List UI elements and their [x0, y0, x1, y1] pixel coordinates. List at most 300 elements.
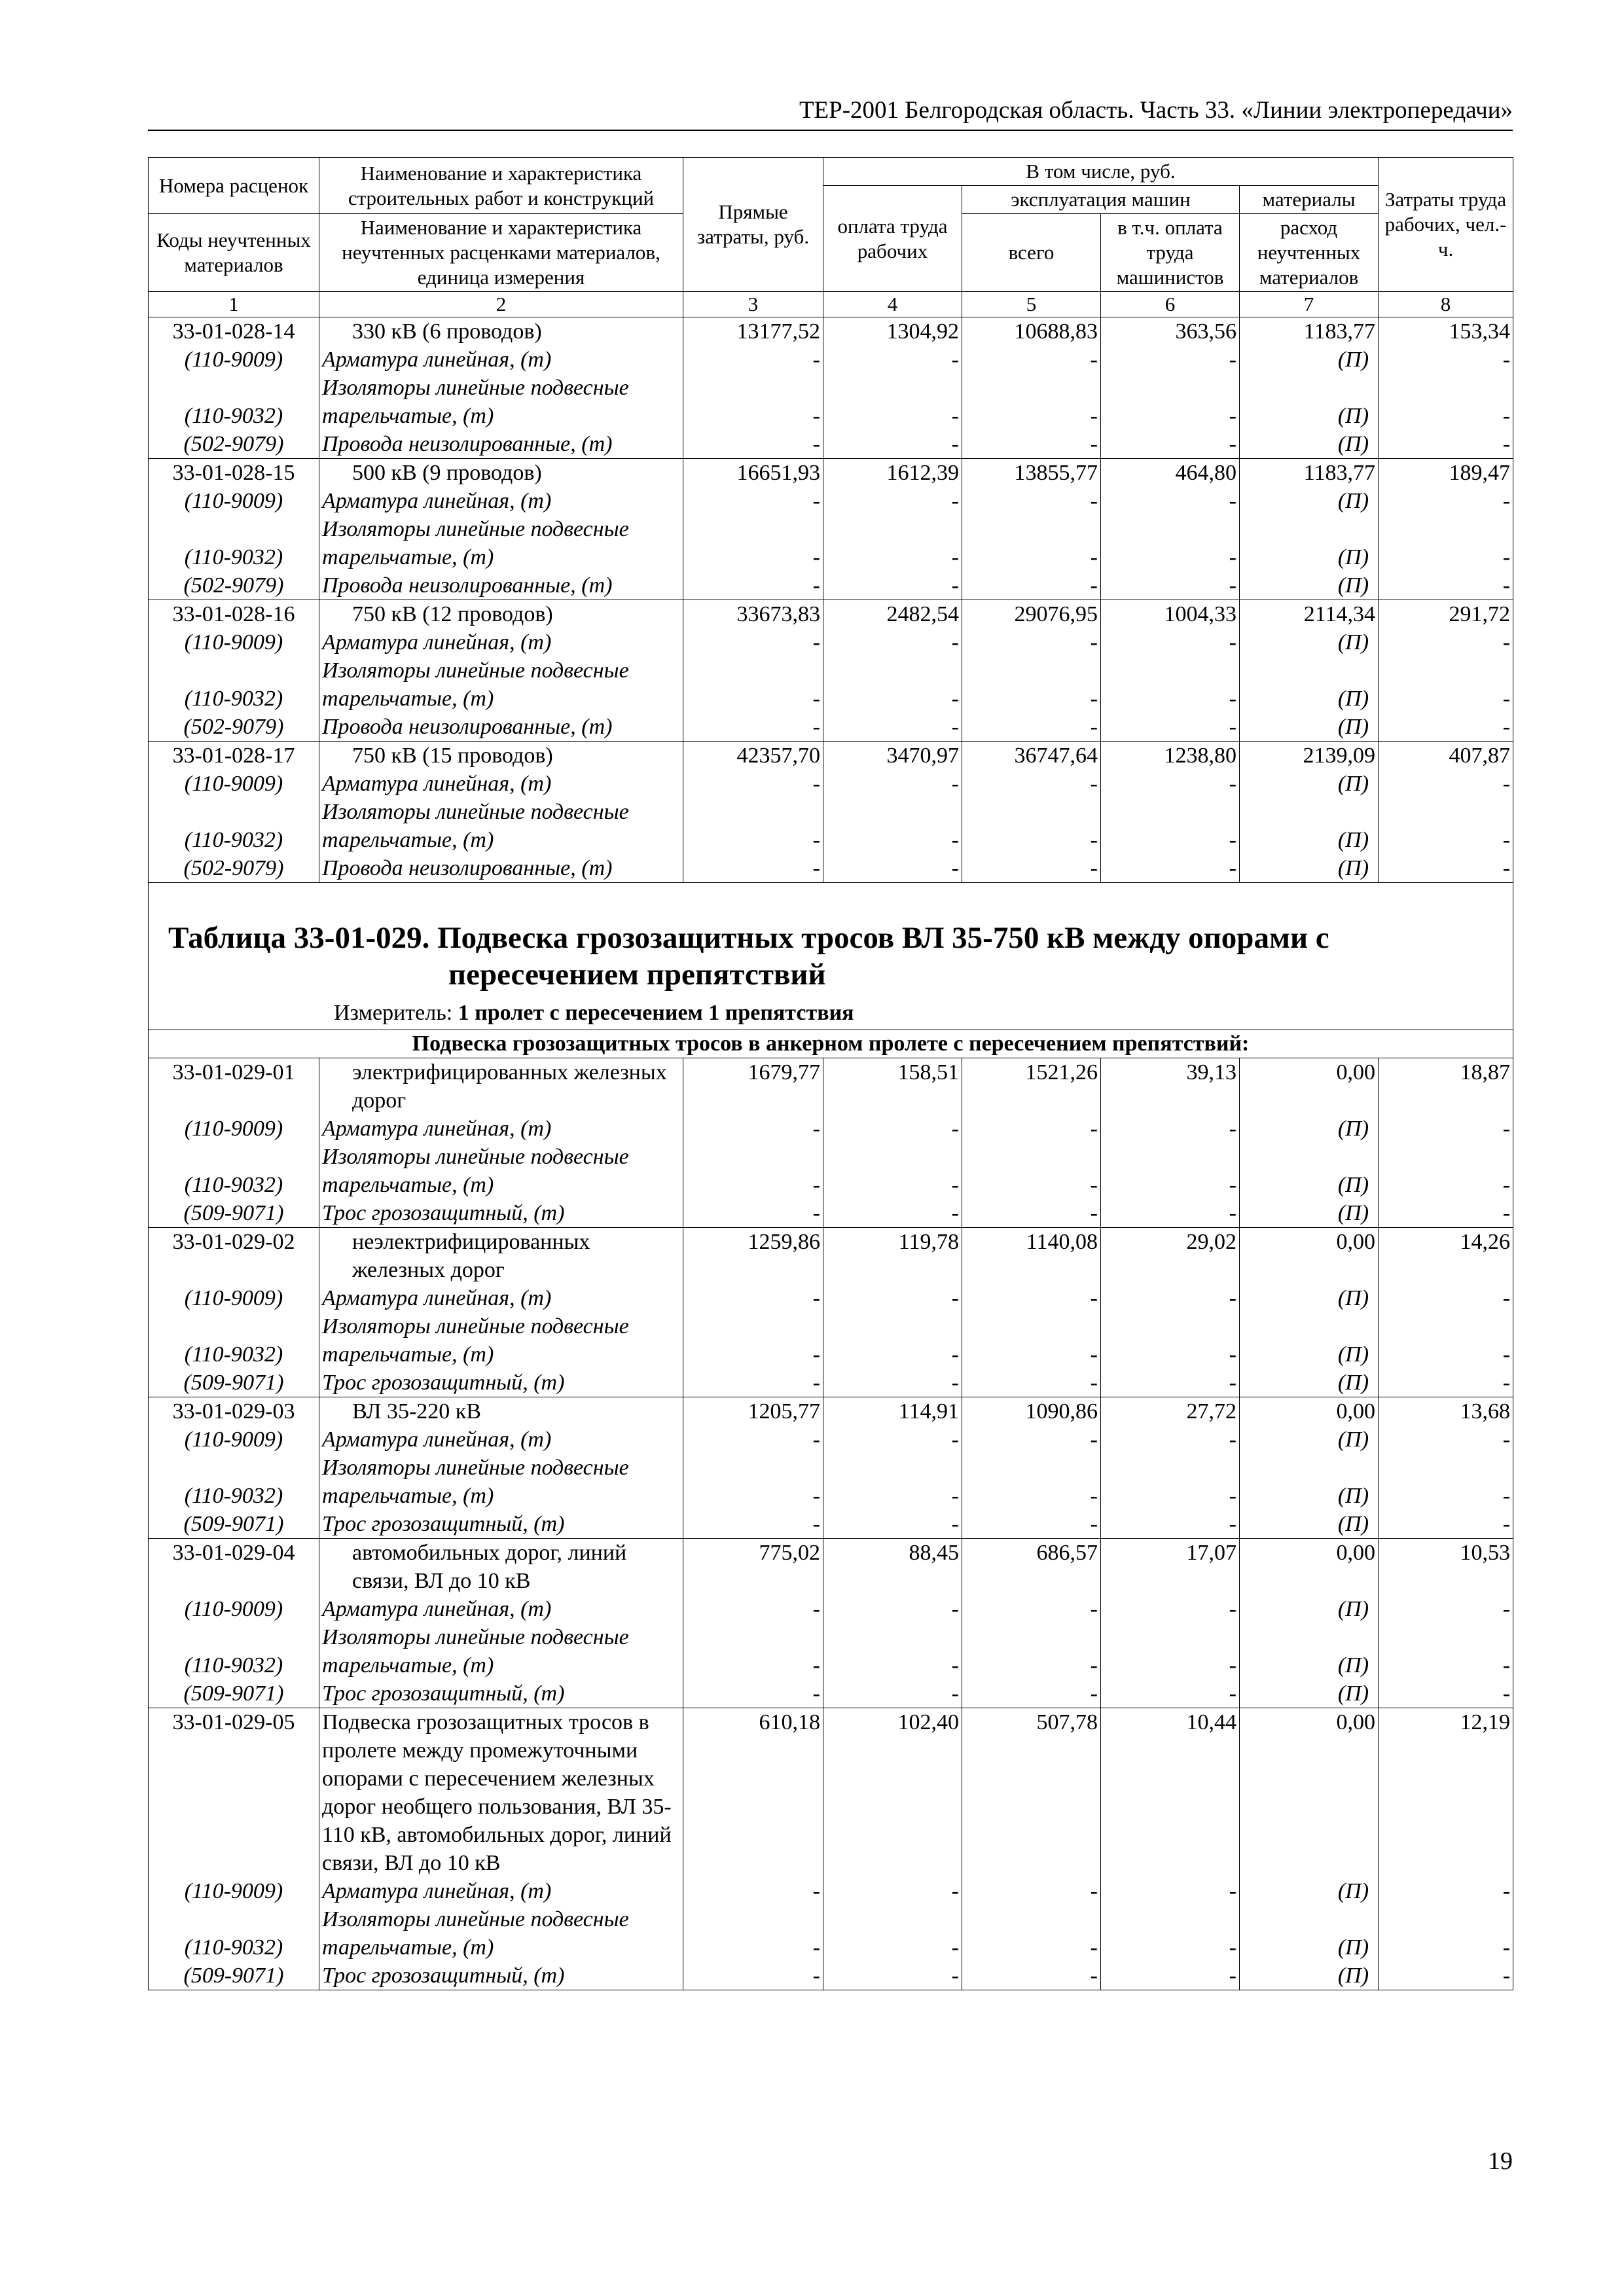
dash-cell: -	[1379, 1369, 1513, 1397]
material-name: Изоляторы линейные подвесные тарельчатые, (т)	[319, 798, 683, 854]
dash-cell: -	[1101, 1312, 1240, 1369]
col2-top-header: Наименование и характеристика строительных работ и конструкций	[319, 158, 683, 214]
dash-cell: -	[683, 1877, 823, 1905]
dash-cell: -	[1101, 571, 1240, 600]
unit-mark: (П)	[1240, 798, 1379, 854]
unit-mark: (П)	[1240, 656, 1379, 713]
rate-block	[149, 1058, 1513, 1228]
materials-cost: 0,00	[1240, 1397, 1379, 1426]
dash-cell: -	[683, 1115, 823, 1143]
material-row	[149, 1369, 1513, 1397]
labor-hours: 153,34	[1379, 317, 1513, 346]
machines-header: эксплуатация машин	[962, 186, 1240, 214]
material-row	[149, 713, 1513, 742]
dash-cell: -	[962, 1679, 1101, 1708]
col7-header: расход неучтенных материалов	[1240, 214, 1379, 292]
labor-hours: 14,26	[1379, 1228, 1513, 1285]
dash-cell: -	[1101, 770, 1240, 798]
material-row	[149, 1115, 1513, 1143]
materials-cost: 1183,77	[1240, 317, 1379, 346]
machinist-labor: 39,13	[1101, 1058, 1240, 1115]
dash-cell: -	[1379, 1115, 1513, 1143]
dash-cell: -	[962, 430, 1101, 459]
materials-cost: 0,00	[1240, 1058, 1379, 1115]
rate-code: 33-01-028-14	[149, 317, 319, 346]
machines-total: 36747,64	[962, 742, 1101, 770]
rate-block	[149, 742, 1513, 883]
material-code: (509-9071)	[149, 1962, 319, 1990]
dash-cell: -	[1101, 374, 1240, 430]
unit-mark: (П)	[1240, 487, 1379, 515]
dash-cell: -	[683, 1369, 823, 1397]
col6-header: в т.ч. оплата труда машинистов	[1101, 214, 1240, 292]
material-row	[149, 628, 1513, 656]
dash-cell: -	[823, 1962, 962, 1990]
rate-name: автомобильных дорог, линий связи, ВЛ до 10 кВ	[319, 1539, 683, 1596]
table-header	[149, 158, 1513, 317]
material-row	[149, 346, 1513, 374]
materials-cost: 2139,09	[1240, 742, 1379, 770]
machines-total: 29076,95	[962, 600, 1101, 629]
material-row	[149, 854, 1513, 883]
labor-cost: 88,45	[823, 1539, 962, 1596]
dash-cell: -	[683, 1510, 823, 1539]
rate-name: 750 кВ (12 проводов)	[319, 600, 683, 629]
dash-cell: -	[1101, 854, 1240, 883]
direct-cost: 13177,52	[683, 317, 823, 346]
material-name: Арматура линейная, (т)	[319, 1284, 683, 1312]
rate-row	[149, 1397, 1513, 1426]
machinist-labor: 29,02	[1101, 1228, 1240, 1285]
dash-cell: -	[962, 1143, 1101, 1199]
dash-cell: -	[1379, 770, 1513, 798]
material-name: Изоляторы линейные подвесные тарельчатые, (т)	[319, 1623, 683, 1679]
material-code: (110-9009)	[149, 1426, 319, 1454]
dash-cell: -	[1101, 1623, 1240, 1679]
machinist-labor: 464,80	[1101, 459, 1240, 488]
material-name: Изоляторы линейные подвесные тарельчатые, (т)	[319, 1905, 683, 1962]
materials-cost: 2114,34	[1240, 600, 1379, 629]
material-name: Изоляторы линейные подвесные тарельчатые, (т)	[319, 656, 683, 713]
material-code: (110-9009)	[149, 1595, 319, 1623]
material-name: Трос грозозащитный, (т)	[319, 1369, 683, 1397]
dash-cell: -	[823, 1369, 962, 1397]
dash-cell: -	[962, 854, 1101, 883]
dash-cell: -	[823, 1312, 962, 1369]
page-number: 19	[1488, 2147, 1513, 2175]
material-code: (110-9009)	[149, 628, 319, 656]
material-name: Трос грозозащитный, (т)	[319, 1199, 683, 1228]
material-code: (509-9071)	[149, 1510, 319, 1539]
rate-name: неэлектрифицированных железных дорог	[319, 1228, 683, 1285]
dash-cell: -	[683, 1426, 823, 1454]
dash-cell: -	[1101, 1595, 1240, 1623]
dash-cell: -	[683, 430, 823, 459]
machinist-labor: 10,44	[1101, 1708, 1240, 1878]
material-row	[149, 1877, 1513, 1905]
material-code: (110-9009)	[149, 1284, 319, 1312]
dash-cell: -	[683, 854, 823, 883]
material-row	[149, 571, 1513, 600]
dash-cell: -	[1101, 1877, 1240, 1905]
unit-mark: (П)	[1240, 430, 1379, 459]
material-code: (110-9032)	[149, 1312, 319, 1369]
dash-cell: -	[962, 346, 1101, 374]
dash-cell: -	[683, 515, 823, 571]
dash-cell: -	[683, 1905, 823, 1962]
dash-cell: -	[962, 1454, 1101, 1510]
dash-cell: -	[1101, 346, 1240, 374]
machinist-labor: 27,72	[1101, 1397, 1240, 1426]
rate-row	[149, 317, 1513, 346]
material-code: (110-9032)	[149, 1143, 319, 1199]
machines-total: 1090,86	[962, 1397, 1101, 1426]
rate-code: 33-01-029-05	[149, 1708, 319, 1878]
col5-header: всего	[962, 214, 1101, 292]
material-code: (110-9009)	[149, 346, 319, 374]
labor-hours: 13,68	[1379, 1397, 1513, 1426]
material-row	[149, 1426, 1513, 1454]
labor-hours: 10,53	[1379, 1539, 1513, 1596]
dash-cell: -	[823, 1143, 962, 1199]
dash-cell: -	[683, 798, 823, 854]
material-code: (110-9032)	[149, 374, 319, 430]
direct-cost: 1679,77	[683, 1058, 823, 1115]
unit-mark: (П)	[1240, 854, 1379, 883]
dash-cell: -	[1379, 1679, 1513, 1708]
rate-block	[149, 1539, 1513, 1708]
dash-cell: -	[1101, 1679, 1240, 1708]
rate-block	[149, 459, 1513, 600]
dash-cell: -	[823, 1454, 962, 1510]
dash-cell: -	[823, 628, 962, 656]
dash-cell: -	[1101, 1962, 1240, 1990]
material-code: (110-9032)	[149, 798, 319, 854]
dash-cell: -	[1379, 430, 1513, 459]
dash-cell: -	[823, 374, 962, 430]
direct-cost: 16651,93	[683, 459, 823, 488]
dash-cell: -	[962, 487, 1101, 515]
dash-cell: -	[823, 1284, 962, 1312]
col-number: 6	[1101, 292, 1240, 317]
dash-cell: -	[1101, 1143, 1240, 1199]
rate-name: 330 кВ (6 проводов)	[319, 317, 683, 346]
dash-cell: -	[1379, 374, 1513, 430]
dash-cell: -	[962, 571, 1101, 600]
material-name: Провода неизолированные, (т)	[319, 571, 683, 600]
unit-mark: (П)	[1240, 1199, 1379, 1228]
dash-cell: -	[962, 1510, 1101, 1539]
dash-cell: -	[962, 798, 1101, 854]
material-name: Арматура линейная, (т)	[319, 1115, 683, 1143]
material-name: Трос грозозащитный, (т)	[319, 1962, 683, 1990]
material-code: (509-9071)	[149, 1369, 319, 1397]
dash-cell: -	[1379, 1199, 1513, 1228]
dash-cell: -	[683, 1623, 823, 1679]
section-title: Подвеска грозозащитных тросов в анкерном пролете с пересечением препятствий:	[149, 1030, 1513, 1058]
dash-cell: -	[1101, 1369, 1240, 1397]
material-name: Изоляторы линейные подвесные тарельчатые, (т)	[319, 1143, 683, 1199]
dash-cell: -	[823, 1426, 962, 1454]
material-code: (110-9009)	[149, 1877, 319, 1905]
direct-cost: 610,18	[683, 1708, 823, 1878]
dash-cell: -	[823, 713, 962, 742]
dash-cell: -	[683, 1679, 823, 1708]
material-code: (110-9032)	[149, 1905, 319, 1962]
dash-cell: -	[962, 656, 1101, 713]
dash-cell: -	[1379, 1595, 1513, 1623]
rate-row	[149, 1708, 1513, 1878]
dash-cell: -	[1379, 346, 1513, 374]
material-code: (509-9071)	[149, 1679, 319, 1708]
rate-name: Подвеска грозозащитных тросов в пролете между промежуточными опорами с пересечением железных дорог необщего пользования, ВЛ 35-110 кВ, автомобильных дорог, линий связи, ВЛ до 10 кВ	[319, 1708, 683, 1878]
col-number: 1	[149, 292, 319, 317]
rate-name: 500 кВ (9 проводов)	[319, 459, 683, 488]
dash-cell: -	[683, 571, 823, 600]
dash-cell: -	[1101, 1454, 1240, 1510]
col8-header: Затраты труда рабочих, чел.-ч.	[1379, 158, 1513, 292]
material-name: Трос грозозащитный, (т)	[319, 1510, 683, 1539]
labor-cost: 102,40	[823, 1708, 962, 1878]
material-code: (502-9079)	[149, 571, 319, 600]
material-code: (110-9032)	[149, 1623, 319, 1679]
dash-cell: -	[1101, 1510, 1240, 1539]
table-029-heading-cell	[149, 883, 1513, 1030]
dash-cell: -	[1101, 798, 1240, 854]
dash-cell: -	[683, 1595, 823, 1623]
rate-block	[149, 1228, 1513, 1397]
dash-cell: -	[1379, 1284, 1513, 1312]
dash-cell: -	[683, 770, 823, 798]
material-row	[149, 487, 1513, 515]
dash-cell: -	[1379, 1962, 1513, 1990]
dash-cell: -	[962, 1426, 1101, 1454]
dash-cell: -	[823, 1623, 962, 1679]
unit-mark: (П)	[1240, 1679, 1379, 1708]
rate-name: 750 кВ (15 проводов)	[319, 742, 683, 770]
unit-mark: (П)	[1240, 1595, 1379, 1623]
in-total-header: В том числе, руб.	[823, 158, 1379, 186]
material-row	[149, 1510, 1513, 1539]
dash-cell: -	[683, 346, 823, 374]
measure-line	[334, 997, 1513, 1030]
unit-mark: (П)	[1240, 1454, 1379, 1510]
column-numbers-row	[149, 292, 1513, 317]
dash-cell: -	[683, 628, 823, 656]
machinist-labor: 1238,80	[1101, 742, 1240, 770]
labor-cost: 2482,54	[823, 600, 962, 629]
materials-cost: 0,00	[1240, 1708, 1379, 1878]
dash-cell: -	[683, 1962, 823, 1990]
dash-cell: -	[823, 854, 962, 883]
dash-cell: -	[823, 1905, 962, 1962]
machines-total: 507,78	[962, 1708, 1101, 1878]
unit-mark: (П)	[1240, 1284, 1379, 1312]
material-row	[149, 798, 1513, 854]
material-row	[149, 430, 1513, 459]
dash-cell: -	[1101, 515, 1240, 571]
direct-cost: 1259,86	[683, 1228, 823, 1285]
unit-mark: (П)	[1240, 1623, 1379, 1679]
unit-mark: (П)	[1240, 1510, 1379, 1539]
materials-header: материалы	[1240, 186, 1379, 214]
material-row	[149, 770, 1513, 798]
dash-cell: -	[962, 1284, 1101, 1312]
unit-mark: (П)	[1240, 628, 1379, 656]
rate-code: 33-01-028-17	[149, 742, 319, 770]
material-row	[149, 1284, 1513, 1312]
dash-cell: -	[1379, 628, 1513, 656]
dash-cell: -	[1101, 713, 1240, 742]
unit-mark: (П)	[1240, 1877, 1379, 1905]
dash-cell: -	[1379, 854, 1513, 883]
dash-cell: -	[1101, 1199, 1240, 1228]
measure-value: 1 пролет с пересечением 1 препятствия	[458, 1001, 854, 1025]
dash-cell: -	[823, 1877, 962, 1905]
dash-cell: -	[962, 1905, 1101, 1962]
col1-top-header: Номера расценок	[149, 158, 319, 214]
unit-mark: (П)	[1240, 1143, 1379, 1199]
material-name: Трос грозозащитный, (т)	[319, 1679, 683, 1708]
material-code: (110-9032)	[149, 515, 319, 571]
dash-cell: -	[823, 1510, 962, 1539]
dash-cell: -	[1379, 656, 1513, 713]
material-code: (502-9079)	[149, 854, 319, 883]
materials-cost: 0,00	[1240, 1228, 1379, 1285]
dash-cell: -	[823, 656, 962, 713]
labor-hours: 291,72	[1379, 600, 1513, 629]
machines-total: 10688,83	[962, 317, 1101, 346]
dash-cell: -	[1379, 1454, 1513, 1510]
dash-cell: -	[1379, 798, 1513, 854]
rate-code: 33-01-028-15	[149, 459, 319, 488]
rate-name: ВЛ 35-220 кВ	[319, 1397, 683, 1426]
material-name: Арматура линейная, (т)	[319, 770, 683, 798]
dash-cell: -	[1379, 487, 1513, 515]
dash-cell: -	[962, 515, 1101, 571]
machinist-labor: 1004,33	[1101, 600, 1240, 629]
material-row	[149, 1199, 1513, 1228]
labor-hours: 18,87	[1379, 1058, 1513, 1115]
material-row	[149, 515, 1513, 571]
rate-code: 33-01-029-02	[149, 1228, 319, 1285]
dash-cell: -	[962, 1877, 1101, 1905]
material-name: Изоляторы линейные подвесные тарельчатые, (т)	[319, 1312, 683, 1369]
dash-cell: -	[1101, 656, 1240, 713]
unit-mark: (П)	[1240, 1962, 1379, 1990]
dash-cell: -	[683, 656, 823, 713]
labor-cost: 114,91	[823, 1397, 962, 1426]
material-code: (502-9079)	[149, 713, 319, 742]
unit-mark: (П)	[1240, 1312, 1379, 1369]
dash-cell: -	[1379, 515, 1513, 571]
dash-cell: -	[962, 1595, 1101, 1623]
labor-hours: 407,87	[1379, 742, 1513, 770]
rate-block	[149, 317, 1513, 459]
dash-cell: -	[962, 713, 1101, 742]
dash-cell: -	[1379, 1426, 1513, 1454]
material-name: Изоляторы линейные подвесные тарельчатые, (т)	[319, 374, 683, 430]
col-number: 3	[683, 292, 823, 317]
material-name: Арматура линейная, (т)	[319, 628, 683, 656]
rate-row	[149, 1539, 1513, 1596]
dash-cell: -	[962, 770, 1101, 798]
dash-cell: -	[1379, 571, 1513, 600]
dash-cell: -	[683, 374, 823, 430]
dash-cell: -	[823, 487, 962, 515]
rate-code: 33-01-029-01	[149, 1058, 319, 1115]
rate-code: 33-01-029-04	[149, 1539, 319, 1596]
dash-cell: -	[1101, 430, 1240, 459]
labor-cost: 158,51	[823, 1058, 962, 1115]
dash-cell: -	[823, 346, 962, 374]
rate-row	[149, 742, 1513, 770]
materials-cost: 1183,77	[1240, 459, 1379, 488]
dash-cell: -	[962, 628, 1101, 656]
dash-cell: -	[1379, 713, 1513, 742]
dash-cell: -	[962, 1369, 1101, 1397]
material-row	[149, 656, 1513, 713]
unit-mark: (П)	[1240, 346, 1379, 374]
col-number: 8	[1379, 292, 1513, 317]
dash-cell: -	[823, 430, 962, 459]
unit-mark: (П)	[1240, 770, 1379, 798]
material-code: (110-9032)	[149, 656, 319, 713]
dash-cell: -	[962, 1199, 1101, 1228]
dash-cell: -	[683, 1284, 823, 1312]
dash-cell: -	[962, 1115, 1101, 1143]
rate-row	[149, 1058, 1513, 1115]
measure-label: Измеритель:	[334, 1001, 453, 1025]
dash-cell: -	[683, 1143, 823, 1199]
material-name: Арматура линейная, (т)	[319, 1426, 683, 1454]
rate-name: электрифицированных железных дорог	[319, 1058, 683, 1115]
machines-total: 686,57	[962, 1539, 1101, 1596]
dash-cell: -	[1101, 1284, 1240, 1312]
unit-mark: (П)	[1240, 374, 1379, 430]
material-row	[149, 1454, 1513, 1510]
dash-cell: -	[823, 798, 962, 854]
material-code: (110-9009)	[149, 487, 319, 515]
dash-cell: -	[1101, 487, 1240, 515]
labor-cost: 119,78	[823, 1228, 962, 1285]
dash-cell: -	[1101, 1426, 1240, 1454]
labor-cost: 3470,97	[823, 742, 962, 770]
dash-cell: -	[962, 1312, 1101, 1369]
material-name: Провода неизолированные, (т)	[319, 854, 683, 883]
col1-bottom-header: Коды неучтенных материалов	[149, 214, 319, 292]
materials-cost: 0,00	[1240, 1539, 1379, 1596]
table-title-continued: пересечением препятствий	[448, 958, 826, 992]
material-row	[149, 1595, 1513, 1623]
rate-row	[149, 459, 1513, 488]
unit-mark: (П)	[1240, 1905, 1379, 1962]
dash-cell: -	[1379, 1312, 1513, 1369]
machines-total: 13855,77	[962, 459, 1101, 488]
dash-cell: -	[1101, 1115, 1240, 1143]
direct-cost: 1205,77	[683, 1397, 823, 1426]
rate-row	[149, 600, 1513, 629]
dash-cell: -	[962, 1623, 1101, 1679]
col-number: 2	[319, 292, 683, 317]
material-row	[149, 1312, 1513, 1369]
dash-cell: -	[683, 1312, 823, 1369]
machinist-labor: 363,56	[1101, 317, 1240, 346]
material-name: Изоляторы линейные подвесные тарельчатые, (т)	[319, 515, 683, 571]
material-name: Арматура линейная, (т)	[319, 487, 683, 515]
material-name: Арматура линейная, (т)	[319, 346, 683, 374]
col-number: 7	[1240, 292, 1379, 317]
